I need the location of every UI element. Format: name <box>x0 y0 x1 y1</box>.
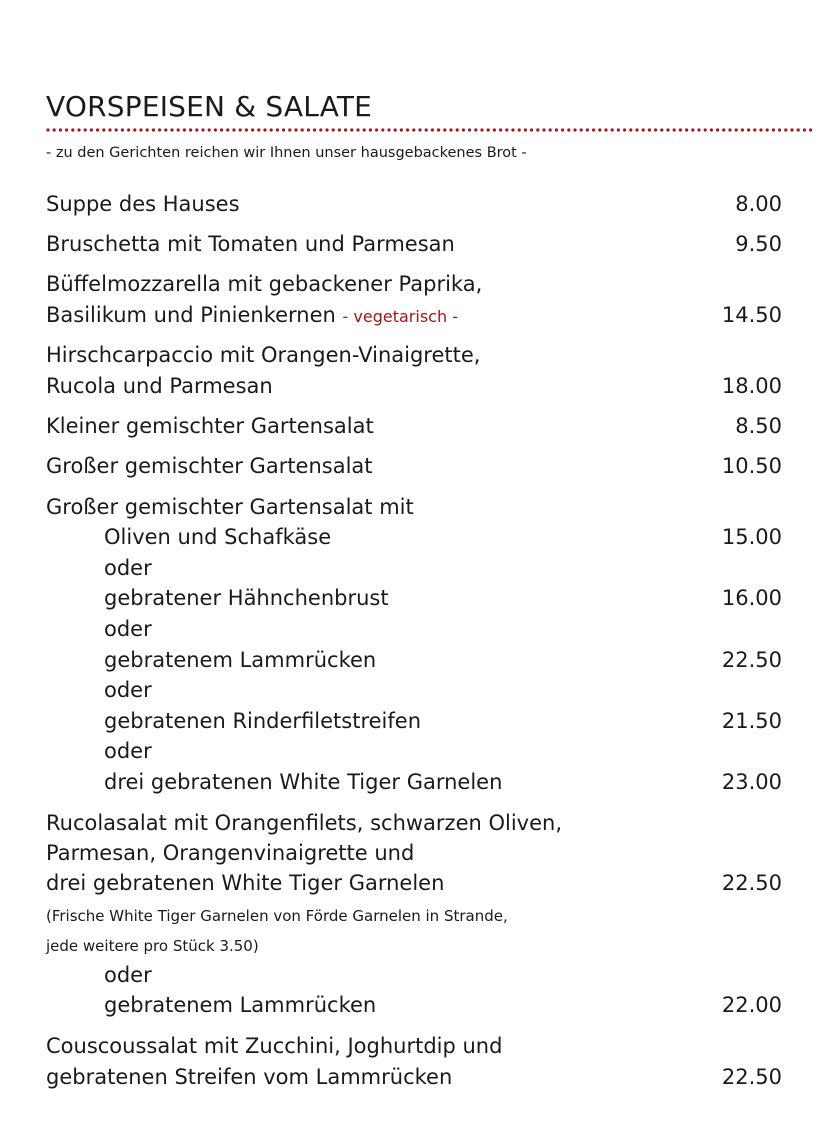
option-name: Oliven und Schafkäse <box>104 525 332 549</box>
item-price-bruschetta: 9.50 <box>735 232 782 256</box>
option-price: 15.00 <box>721 525 782 549</box>
item-note-line2: jede weitere pro Stück 3.50) <box>46 937 259 955</box>
option-name: gebratenen Rinderfiletstreifen <box>104 709 422 733</box>
item-name-bruschetta: Bruschetta mit Tomaten und Parmesan <box>46 232 455 256</box>
option-price: 22.50 <box>721 648 782 672</box>
or-label: oder <box>104 617 152 641</box>
vegetarian-tag: - vegetarisch - <box>342 307 458 326</box>
item-name-bueffel-line2 <box>46 300 458 330</box>
item-name-hirsch-line2: Rucola und Parmesan <box>46 374 273 398</box>
item-price-kleiner: 8.50 <box>735 414 782 438</box>
item-name-bueffel-line1: Büffelmozzarella mit gebackener Paprika, <box>46 272 483 296</box>
item-name-rucola-line2: Parmesan, Orangenvinaigrette und <box>46 841 415 865</box>
item-bueffel-line2-text: Basilikum und Pinienkernen <box>46 303 336 327</box>
item-price-grosser: 10.50 <box>721 454 782 478</box>
item-price-rucola: 22.50 <box>721 871 782 895</box>
option-name: gebratenem Lammrücken <box>104 648 377 672</box>
section-subtitle: - zu den Gerichten reichen wir Ihnen unser hausgebackenes Brot - <box>46 145 527 161</box>
or-label: oder <box>104 678 152 702</box>
item-name-hirsch-line1: Hirschcarpaccio mit Orangen-Vinaigrette, <box>46 343 481 367</box>
option-name: gebratenem Lammrücken <box>104 993 377 1017</box>
item-price-suppe: 8.00 <box>735 192 782 216</box>
section-title: VORSPEISEN & SALATE <box>46 90 373 123</box>
item-name-suppe: Suppe des Hauses <box>46 192 240 216</box>
option-price: 23.00 <box>721 770 782 794</box>
or-label: oder <box>104 963 152 987</box>
or-label: oder <box>104 556 152 580</box>
item-price-couscous: 22.50 <box>721 1065 782 1089</box>
item-name-grosser-mit: Großer gemischter Gartensalat mit <box>46 495 414 519</box>
option-name: gebratener Hähnchenbrust <box>104 586 389 610</box>
item-name-kleiner: Kleiner gemischter Gartensalat <box>46 414 374 438</box>
or-label: oder <box>104 739 152 763</box>
option-price: 22.00 <box>721 993 782 1017</box>
option-price: 16.00 <box>721 586 782 610</box>
item-price-bueffel: 14.50 <box>721 303 782 327</box>
item-name-rucola-line3: drei gebratenen White Tiger Garnelen <box>46 871 445 895</box>
item-name-rucola-line1: Rucolasalat mit Orangenfilets, schwarzen Oliven, <box>46 811 563 835</box>
item-name-grosser: Großer gemischter Gartensalat <box>46 454 373 478</box>
item-note-line1: (Frische White Tiger Garnelen von Förde Garnelen in Strande, <box>46 907 508 925</box>
item-price-hirsch: 18.00 <box>721 374 782 398</box>
option-price: 21.50 <box>721 709 782 733</box>
item-name-couscous-line1: Couscoussalat mit Zucchini, Joghurtdip und <box>46 1034 503 1058</box>
option-name: drei gebratenen White Tiger Garnelen <box>104 770 503 794</box>
item-name-couscous-line2: gebratenen Streifen vom Lammrücken <box>46 1065 453 1089</box>
dotted-divider <box>46 127 816 133</box>
